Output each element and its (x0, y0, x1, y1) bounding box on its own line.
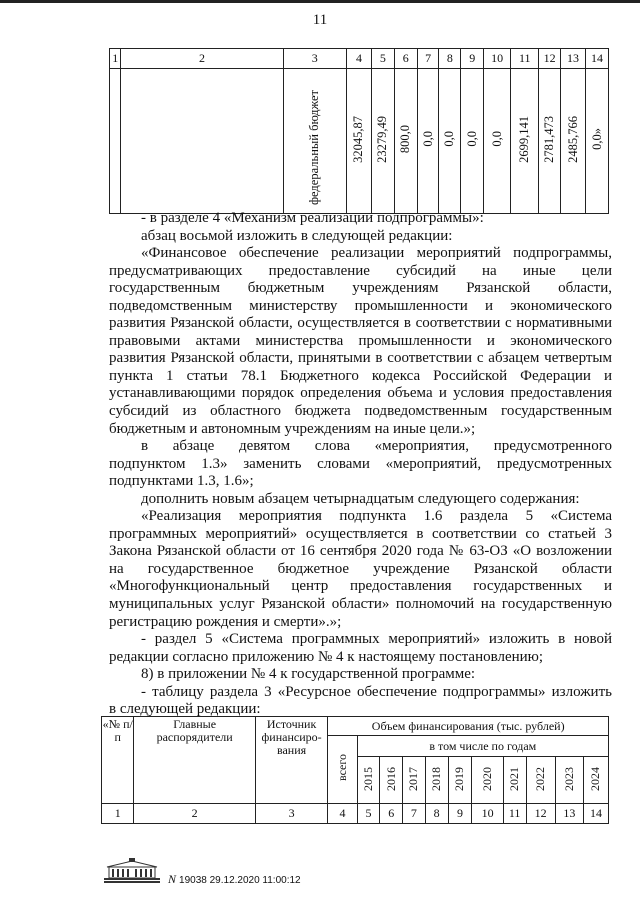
year-text: 2017 (406, 766, 421, 791)
text-line: предусматривающих предоставление субсидий на иные цели (109, 262, 612, 279)
text-line: Закона Рязанской области от 16 сентября 2020 года № 63-ОЗ «О возложении (109, 543, 612, 560)
table-cell (511, 69, 539, 214)
col-source-header: Источник финансиро-вания (255, 717, 328, 804)
text-line: подпунктом 1.3» заменить словами «мероприятий, предусмотренных (109, 455, 612, 472)
column-number-cell: 14 (583, 804, 608, 824)
registration-number-datetime: 19038 29.12.2020 11:00:12 (179, 875, 301, 886)
column-number-cell: 12 (526, 804, 555, 824)
text-line: субсидий из областного бюджета подведомственным государственным (109, 403, 612, 420)
col-volume-header: Объем финансирования (тыс. рублей) (328, 717, 609, 736)
year-text: 2022 (533, 766, 548, 791)
text-line: «Многофункциональный центр предоставления государственных и (109, 578, 612, 595)
year-header-cell (555, 757, 583, 804)
table-cell (461, 69, 484, 214)
table-cell-text: 0,0 (489, 131, 504, 147)
table-cell-text: 0,0 (464, 131, 479, 147)
table-header-cell: 3 (283, 49, 346, 69)
table-cell (539, 69, 561, 214)
document-body (109, 210, 612, 719)
column-number-cell: 2 (134, 804, 255, 824)
table-cell (110, 69, 121, 214)
col-years-group-header: в том числе по годам (357, 736, 608, 757)
page-top-border (0, 0, 640, 3)
table-cell-text: 0,0 (420, 131, 435, 147)
text-line: - раздел 5 «Система программных мероприятий» изложить в новой (141, 631, 612, 648)
column-number-cell: 6 (380, 804, 403, 824)
table-header-cell: 1 (110, 49, 121, 69)
table-cell-text: федеральный бюджет (307, 89, 322, 205)
paragraph: - в разделе 4 «Механизм реализации подпрограммы»: (141, 210, 484, 226)
year-header-cell (583, 757, 608, 804)
table-cell-text: 2485,766 (565, 115, 580, 163)
text-line: пункта 1 статьи 78.1 Бюджетного кодекса Российской Федерации и (109, 367, 612, 384)
text-line: «Финансовое обеспечение реализации мероприятий подпрограммы, (141, 245, 612, 262)
table-cell (394, 69, 417, 214)
year-text: 2021 (507, 766, 522, 791)
column-number-cell: 9 (448, 804, 472, 824)
paragraph: абзац восьмой изложить в следующей редакции: (141, 227, 453, 244)
budget-table-continuation (109, 48, 609, 214)
table-row (110, 69, 609, 214)
year-text: 2024 (588, 766, 603, 791)
paragraph-section5 (109, 631, 612, 666)
text-line: устанавливающими порядок определения объема и условия предоставления (109, 385, 612, 402)
resource-table-header (101, 716, 609, 824)
year-text: 2018 (429, 766, 444, 791)
year-header-cell (357, 757, 380, 804)
table-cell-text: 23279,49 (375, 115, 390, 163)
column-number-cell: 8 (425, 804, 448, 824)
col-number-header: «№ п/п (102, 717, 134, 804)
text-line: редакции согласно приложению № 4 к настоящему постановлению; (109, 648, 544, 665)
table-header-cell: 8 (439, 49, 461, 69)
table-cell (484, 69, 511, 214)
year-header-cell (472, 757, 503, 804)
text-line: развития Рязанской области, принятыми в соответствии с абзацем четвертым (109, 350, 612, 367)
table-cell-text: 2699,141 (517, 115, 532, 163)
text-line: развития Рязанской области, осуществляется в соответствии с нормативными (109, 315, 612, 332)
year-header-cell (448, 757, 472, 804)
table-cell (561, 69, 586, 214)
table-cell (586, 69, 609, 214)
text-line: на государственное бюджетное учреждение Рязанской области (109, 560, 612, 577)
table-cell-text: 800,0 (398, 124, 413, 154)
year-text: 2020 (480, 766, 495, 791)
year-header-cell (526, 757, 555, 804)
column-number-cell: 10 (472, 804, 503, 824)
column-numbers-row (102, 804, 609, 824)
table-header-cell: 12 (539, 49, 561, 69)
paragraph-replace-words (109, 438, 612, 491)
col-managers-header: Главные распорядители (134, 717, 255, 804)
text-line: государственным бюджетным учреждениям Рязанской области, (109, 280, 612, 297)
paragraph: дополнить новым абзацем четырнадцатым следующего содержания: (141, 490, 580, 507)
text-line: в абзаце девятом слова «мероприятия, предусмотренного (141, 438, 612, 455)
table-header-cell: 4 (347, 49, 372, 69)
column-number-cell: 7 (403, 804, 426, 824)
table-cell (121, 69, 283, 214)
text-line: бюджетным и автономным учреждениям на иные цели.»; (109, 420, 476, 437)
column-number-cell: 11 (503, 804, 526, 824)
table-cell-text: 0,0» (589, 128, 604, 150)
year-header-cell (503, 757, 526, 804)
column-number-cell: 4 (328, 804, 357, 824)
paragraph-new-abzac (109, 508, 612, 631)
table-header-cell: 14 (586, 49, 609, 69)
document-registration-footer (168, 872, 301, 887)
government-building-stamp-icon (103, 858, 161, 884)
year-text: 2023 (561, 766, 576, 791)
table-cell (371, 69, 394, 214)
text-line: правовыми актами министерства промышленности и экономического (109, 332, 612, 349)
table-header-cell: 9 (461, 49, 484, 69)
paragraph-financing (109, 245, 612, 438)
table-header-cell: 11 (511, 49, 539, 69)
year-header-cell (403, 757, 426, 804)
year-text: 2019 (452, 766, 467, 791)
table-cell-text: 32045,87 (351, 115, 366, 163)
text-line: подпунктами 1.3, 1.6»; (109, 473, 254, 490)
column-number-cell: 3 (255, 804, 328, 824)
year-text: 2015 (360, 766, 375, 791)
col-total-header: всего (328, 736, 357, 804)
table-header-cell: 5 (371, 49, 394, 69)
table-cell-text: 2781,473 (542, 115, 557, 163)
table-header-cell: 13 (561, 49, 586, 69)
table-cell-text: 0,0 (442, 131, 457, 147)
table-cell (439, 69, 461, 214)
text-line: муниципальных услуг Рязанской области» полномочий на государственную (109, 596, 612, 613)
table-cell (283, 69, 346, 214)
column-number-cell: 1 (102, 804, 134, 824)
paragraph-table-intro (109, 684, 612, 719)
table-cell (417, 69, 439, 214)
registration-mark: N (168, 872, 177, 886)
text-line: в следующей редакции: (109, 701, 261, 718)
text-line: «Реализация мероприятия подпункта 1.6 раздела 5 «Система (141, 508, 612, 525)
column-number-cell: 13 (555, 804, 583, 824)
table-header-cell: 6 (394, 49, 417, 69)
table-header-cell: 2 (121, 49, 283, 69)
text-line: - таблицу раздела 3 «Ресурсное обеспечение подпрограммы» изложить (141, 683, 612, 700)
year-header-cell (425, 757, 448, 804)
paragraph: 8) в приложении № 4 к государственной программе: (141, 666, 476, 683)
page-number: 11 (312, 12, 328, 28)
column-number-cell: 5 (357, 804, 380, 824)
table-header-row (110, 49, 609, 69)
year-header-cell (380, 757, 403, 804)
table-header-cell: 7 (417, 49, 439, 69)
table-cell (347, 69, 372, 214)
text-line: подведомственным министерству промышленности и экономического (109, 297, 612, 314)
year-text: 2016 (383, 766, 398, 791)
text-line: регистрацию рождения и смерти».»; (109, 613, 342, 630)
text-line: программных мероприятий» осуществляется в соответствии со статьей 3 (109, 525, 612, 542)
table-header-cell: 10 (484, 49, 511, 69)
